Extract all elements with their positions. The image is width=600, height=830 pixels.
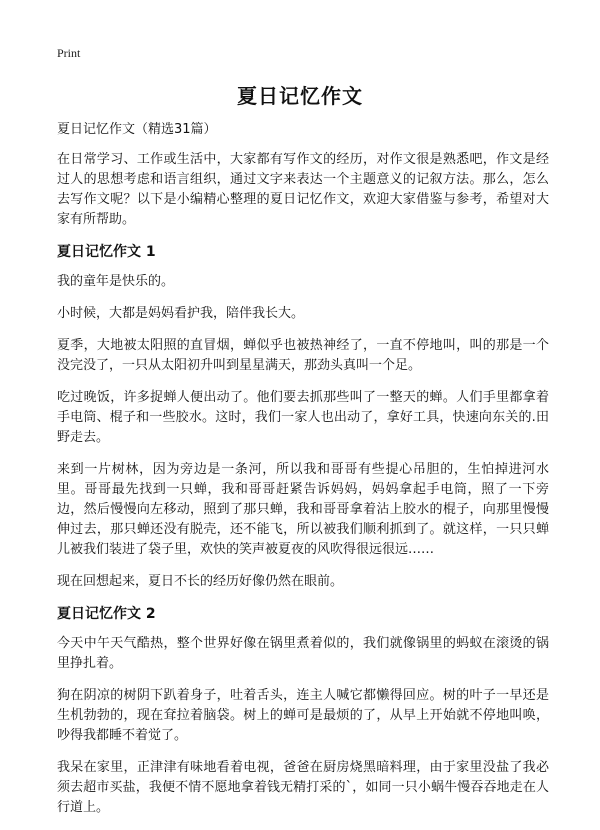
- essay-1-heading: 夏日记忆作文 1: [57, 244, 156, 260]
- essay-2-paragraph: 我呆在家里，正津津有味地看着电视，爸爸在厨房烧黑暗料理，由于家里没盐了我必须去超市买盐，我便不情不愿地拿着钱无精打采的`，如同一只小蜗牛慢吞吞地走在人行道上。: [57, 760, 549, 815]
- intro-paragraph: 在日常学习、工作或生活中，大家都有写作文的经历，对作文很是熟悉吧，作文是经过人的思想考虑和语言组织，通过文字来表达一个主题意义的记叙方法。那么，怎么去写作文呢？以下是小编精心整理的夏日记忆作文，欢迎大家借鉴与参考，希望对大家有所帮助。: [57, 152, 549, 227]
- document-body: [57, 120, 549, 830]
- essay-1-paragraph: 来到一片树林，因为旁边是一条河，所以我和哥哥有些提心吊胆的，生怕掉进河水里。哥哥最先找到一只蝉，我和哥哥赶紧告诉妈妈，妈妈拿起手电筒，照了一下旁边，然后慢慢向左移动，照到了那只蝉，我和哥哥拿着沾上胶水的棍子，向那里慢慢伸过去，那只蝉还没有脱壳，还不能飞，所以被我们顺利抓到了。就这样，一只只蝉儿被我们装进了袋子里，欢快的笑声被夏夜的风吹得很远很远……: [57, 462, 549, 557]
- essay-1-paragraph: 夏季，大地被太阳照的直冒烟，蝉似乎也被热神经了，一直不停地叫，叫的那是一个没完没了，一只从太阳初升叫到星星满天，那劲头真叫一个足。: [57, 338, 549, 373]
- essay-1-paragraph: 吃过晚饭，许多捉蝉人便出动了。他们要去抓那些叫了一整天的蝉。人们手里都拿着手电筒、棍子和一些胶水。这时，我们一家人也出动了，拿好工具，快速向东关的.田野走去。: [57, 390, 549, 445]
- document-subtitle: 夏日记忆作文（精选31篇）: [57, 122, 217, 137]
- essay-1-paragraph: 小时候，大都是妈妈看护我，陪伴我长大。: [57, 306, 305, 321]
- page-title: 夏日记忆作文: [237, 84, 363, 108]
- essay-1-paragraph: 现在回想起来，夏日不长的经历好像仍然在眼前。: [57, 574, 344, 589]
- essay-2-heading: 夏日记忆作文 2: [57, 606, 156, 622]
- essay-2-paragraph: 今天中午天气酷热，整个世界好像在锅里煮着似的，我们就像锅里的蚂蚁在滚烫的锅里挣扎着。: [57, 636, 549, 671]
- essay-1-paragraph: 我的童年是快乐的。: [57, 274, 175, 289]
- essay-2-paragraph: 狗在阴凉的树阴下趴着身子，吐着舌头，连主人喊它都懒得回应。树的叶子一早还是生机勃勃的，现在耷拉着脑袋。树上的蝉可是最烦的了，从早上开始就不停地叫唤，吵得我都睡不着觉了。: [57, 688, 549, 743]
- print-label: Print: [57, 46, 81, 60]
